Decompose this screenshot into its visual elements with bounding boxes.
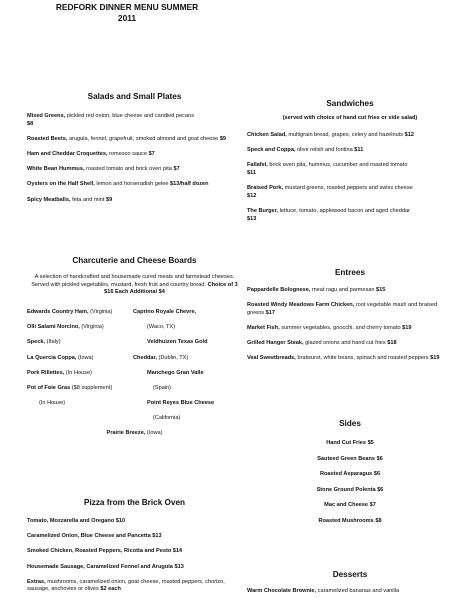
menu-item: Oysters on the Half Shell, lemon and horseradish gelee $13/half dozen xyxy=(27,181,209,188)
menu-item: Warm Chocolate Brownie, caramelized bananas and vanilla xyxy=(247,588,400,594)
board-last-item: Prairie Breeze, (Iowa) xyxy=(106,430,163,436)
menu-item: Mixed Greens, pickled red onion, blue cheese and candied pecans $8 xyxy=(27,113,194,127)
board-row: Pork Rillettes, (In House) Manchego Gran Valle xyxy=(27,369,204,376)
menu-item: Spicy Meatballs, feta and mint $9 xyxy=(27,196,113,203)
menu-item: Roasted Asparagus $6 xyxy=(319,471,381,478)
sandwiches-note: (served with choice of hand cut fries or side salad) xyxy=(282,115,418,121)
board-row: Edwards Country Ham, (Virginia) Caprino Royale Chevre, xyxy=(27,309,197,315)
menu-item: Housemade Sausage, Caramelized Fennel and Arugula $13 xyxy=(27,563,184,570)
menu-item: White Bean Hummus, roasted tomato and brick oven pita $7 xyxy=(27,166,180,173)
charcuterie-heading: Charcuterie and Cheese Boards xyxy=(72,256,197,265)
board-row: Speck, (Italy) Veldhuizen Texas Gold xyxy=(27,339,208,346)
board-row: Olli Salami Norcino, (Virginia) (Waco, TX) xyxy=(27,324,175,331)
menu-item: Roasted Beets, arugula, fennel, grapefruit, smoked almond and goat cheese $9 xyxy=(27,135,227,142)
menu-item: Chicken Salad, multigrain bread, grapes, celery and hazelnuts $12 xyxy=(247,132,414,138)
sides-list xyxy=(247,440,453,534)
menu-item: Stone Ground Polenta $6 xyxy=(316,486,384,493)
entrees-heading: Entrees xyxy=(334,268,366,277)
menu-title-line-2: 2011 xyxy=(117,13,137,23)
desserts-list xyxy=(247,588,453,603)
desserts-heading: Desserts xyxy=(332,570,368,579)
salads-list xyxy=(27,113,242,212)
menu-item: Mac and Cheese $7 xyxy=(324,502,376,509)
menu-item: Hand Cut Fries $5 xyxy=(326,440,374,446)
board-row: Pot of Foie Gras ($8 supplement) (Spain) xyxy=(27,384,172,391)
board-row: (In House) Point Reyes Blue Cheese xyxy=(39,400,215,407)
charcuterie-grid xyxy=(27,309,242,431)
sandwiches-list xyxy=(247,132,453,231)
menu-item: Speck and Coppa, olive relish and fontina $11 xyxy=(247,147,364,154)
menu-title-line-1: REDFORK DINNER MENU SUMMER xyxy=(55,2,199,12)
sides-heading: Sides xyxy=(339,419,361,428)
pizza-heading: Pizza from the Brick Oven xyxy=(83,498,185,507)
menu-item: Market Fish, summer vegetables, gnocchi, and cherry tomato $19 xyxy=(247,324,412,331)
menu-item: Sauteed Green Beans $6 xyxy=(317,455,383,462)
menu-item: Grilled Hanger Steak, glazed onions and hand cut fries $18 xyxy=(247,340,397,347)
sandwiches-heading: Sandwiches xyxy=(326,99,374,108)
charcuterie-intro: A selection of handcrafted and housemade cured meats and farmstead cheeses. Served with pickled vegetables, mustard, fresh fruit and country bread. Choice of 3 $16 Each Additional $4 xyxy=(31,274,238,296)
menu-item: The Burger, lettuce, tomato, applewood bacon and aged cheddar $13 xyxy=(247,207,410,222)
salads-heading: Salads and Small Plates xyxy=(87,92,182,101)
menu-item: Ham and Cheddar Croquettes, romesco sauce $7 xyxy=(27,150,155,157)
menu-item: Caramelized Onion, Blue Cheese and Pancetta $13 xyxy=(27,533,162,540)
menu-item: Extras, mushrooms, caramelized onion, goat cheese, roasted peppers, chorizo, sausage, anchovies or olives $2 each xyxy=(27,578,225,593)
board-row: La Quercia Coppa, (Iowa) Cheddar, (Dublin, TX) xyxy=(27,354,189,361)
board-row: (California) xyxy=(153,415,181,422)
menu-item: Tomato, Mozzarella and Oregano $10 xyxy=(27,518,126,524)
pizza-list xyxy=(27,518,242,602)
menu-item: Smoked Chicken, Roasted Peppers, Ricotta and Pesto $14 xyxy=(27,548,183,555)
entrees-list xyxy=(247,287,453,371)
menu-item: Roasted Mushrooms $8 xyxy=(318,517,382,524)
menu-item: Roasted Windy Meadows Farm Chicken, root vegetable mash and braised greens $17 xyxy=(247,302,438,316)
menu-item: Fallafel, brick oven pita, hummus, cucumber and roasted tomato $11 xyxy=(247,162,408,176)
menu-item: Veal Sweetbreads, bratwurst, white beans, spinach and roasted peppers $19 xyxy=(247,355,440,362)
menu-item: Braised Pork, mustard greens, roasted peppers and swiss cheese $12 xyxy=(247,185,413,199)
menu-title xyxy=(42,2,212,24)
menu-item: Pappardelle Bolognese, meat ragu and parmesan $15 xyxy=(247,287,386,293)
